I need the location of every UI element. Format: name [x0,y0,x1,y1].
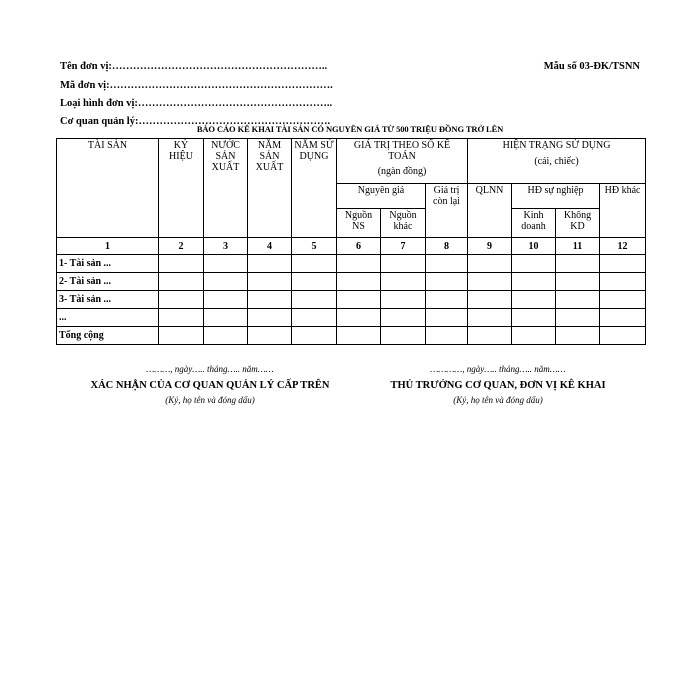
header-kinh-doanh: Kinh doanh [512,209,556,238]
row-label: 3- Tài sản ... [57,291,159,309]
header-asset: TÀI SẢN [57,139,159,238]
table-row [57,273,646,291]
signature-role-left: XÁC NHẬN CỦA CƠ QUAN QUẢN LÝ CẤP TRÊN [90,380,330,391]
unit-type-field: Loại hình đơn vị:……………………………………………….. [60,98,333,109]
header-book-value [337,139,468,184]
signature-role-right: THỦ TRƯỞNG CƠ QUAN, ĐƠN VỊ KÊ KHAI [390,380,606,391]
column-number: 11 [556,238,600,255]
report-title: BÁO CÁO KÊ KHAI TÀI SẢN CÓ NGUYÊN GIÁ TỪ 500 TRIỆU ĐỒNG TRỞ LÊN [196,124,504,134]
signature-hint-left: (Ký, họ tên và đóng dấu) [165,395,255,405]
column-number: 6 [337,238,381,255]
column-number: 8 [426,238,468,255]
header-source-other: Nguồn khác [381,209,426,238]
column-number: 3 [204,238,248,255]
header-book-value-unit: (ngàn đồng) [377,166,427,177]
header-year-used: NĂM SỬ DỤNG [292,139,337,238]
column-number: 9 [468,238,512,255]
header-khong-kd: Không KD [556,209,600,238]
header-year-made: NĂM SẢN XUẤT [248,139,292,238]
header-hd-su-nghiep: HĐ sự nghiệp [512,184,600,209]
table-row-total [57,327,646,345]
managing-agency-field: Cơ quan quản lý:………………………………………………. [60,116,331,127]
column-number: 4 [248,238,292,255]
signature-block-right [348,364,648,405]
unit-code-field: Mã đơn vị:………………………………………………………. [60,80,333,91]
signature-block-left [60,364,360,405]
column-number: 10 [512,238,556,255]
column-number: 12 [600,238,646,255]
header-status [468,139,646,184]
header-hd-khac: HĐ khác [600,184,646,238]
header-residual: Giá trị còn lại [426,184,468,238]
table-row [57,255,646,273]
row-label: ... [57,309,159,327]
row-label-total: Tổng cộng [57,327,159,345]
asset-report-table [56,138,646,345]
column-number: 5 [292,238,337,255]
header-original-cost: Nguyên giá [337,184,426,209]
header-book-value-label: GIÁ TRỊ THEO SỔ KẾ TOÁN [353,140,451,162]
header-source-ns: Nguồn NS [337,209,381,238]
header-status-label: HIỆN TRẠNG SỬ DỤNG [502,140,611,151]
column-number: 2 [159,238,204,255]
header-symbol: KÝ HIỆU [159,139,204,238]
table-row [57,309,646,327]
signature-hint-right: (Ký, họ tên và đóng dấu) [453,395,543,405]
signature-date-right: …………, ngày….. tháng….. năm…… [430,364,566,374]
header-country: NƯỚC SẢN XUẤT [204,139,248,238]
header-qlnn: QLNN [468,184,512,238]
column-number: 1 [57,238,159,255]
row-label: 2- Tài sản ... [57,273,159,291]
form-code: Mẫu số 03-ĐK/TSNN [543,61,640,72]
table-row [57,291,646,309]
column-number: 7 [381,238,426,255]
signature-date-left: ………, ngày….. tháng….. năm…… [146,364,274,374]
unit-name-field: Tên đơn vị:…………………………………………………….. [60,61,328,72]
row-label: 1- Tài sản ... [57,255,159,273]
header-status-unit: (cái, chiếc) [534,156,579,167]
